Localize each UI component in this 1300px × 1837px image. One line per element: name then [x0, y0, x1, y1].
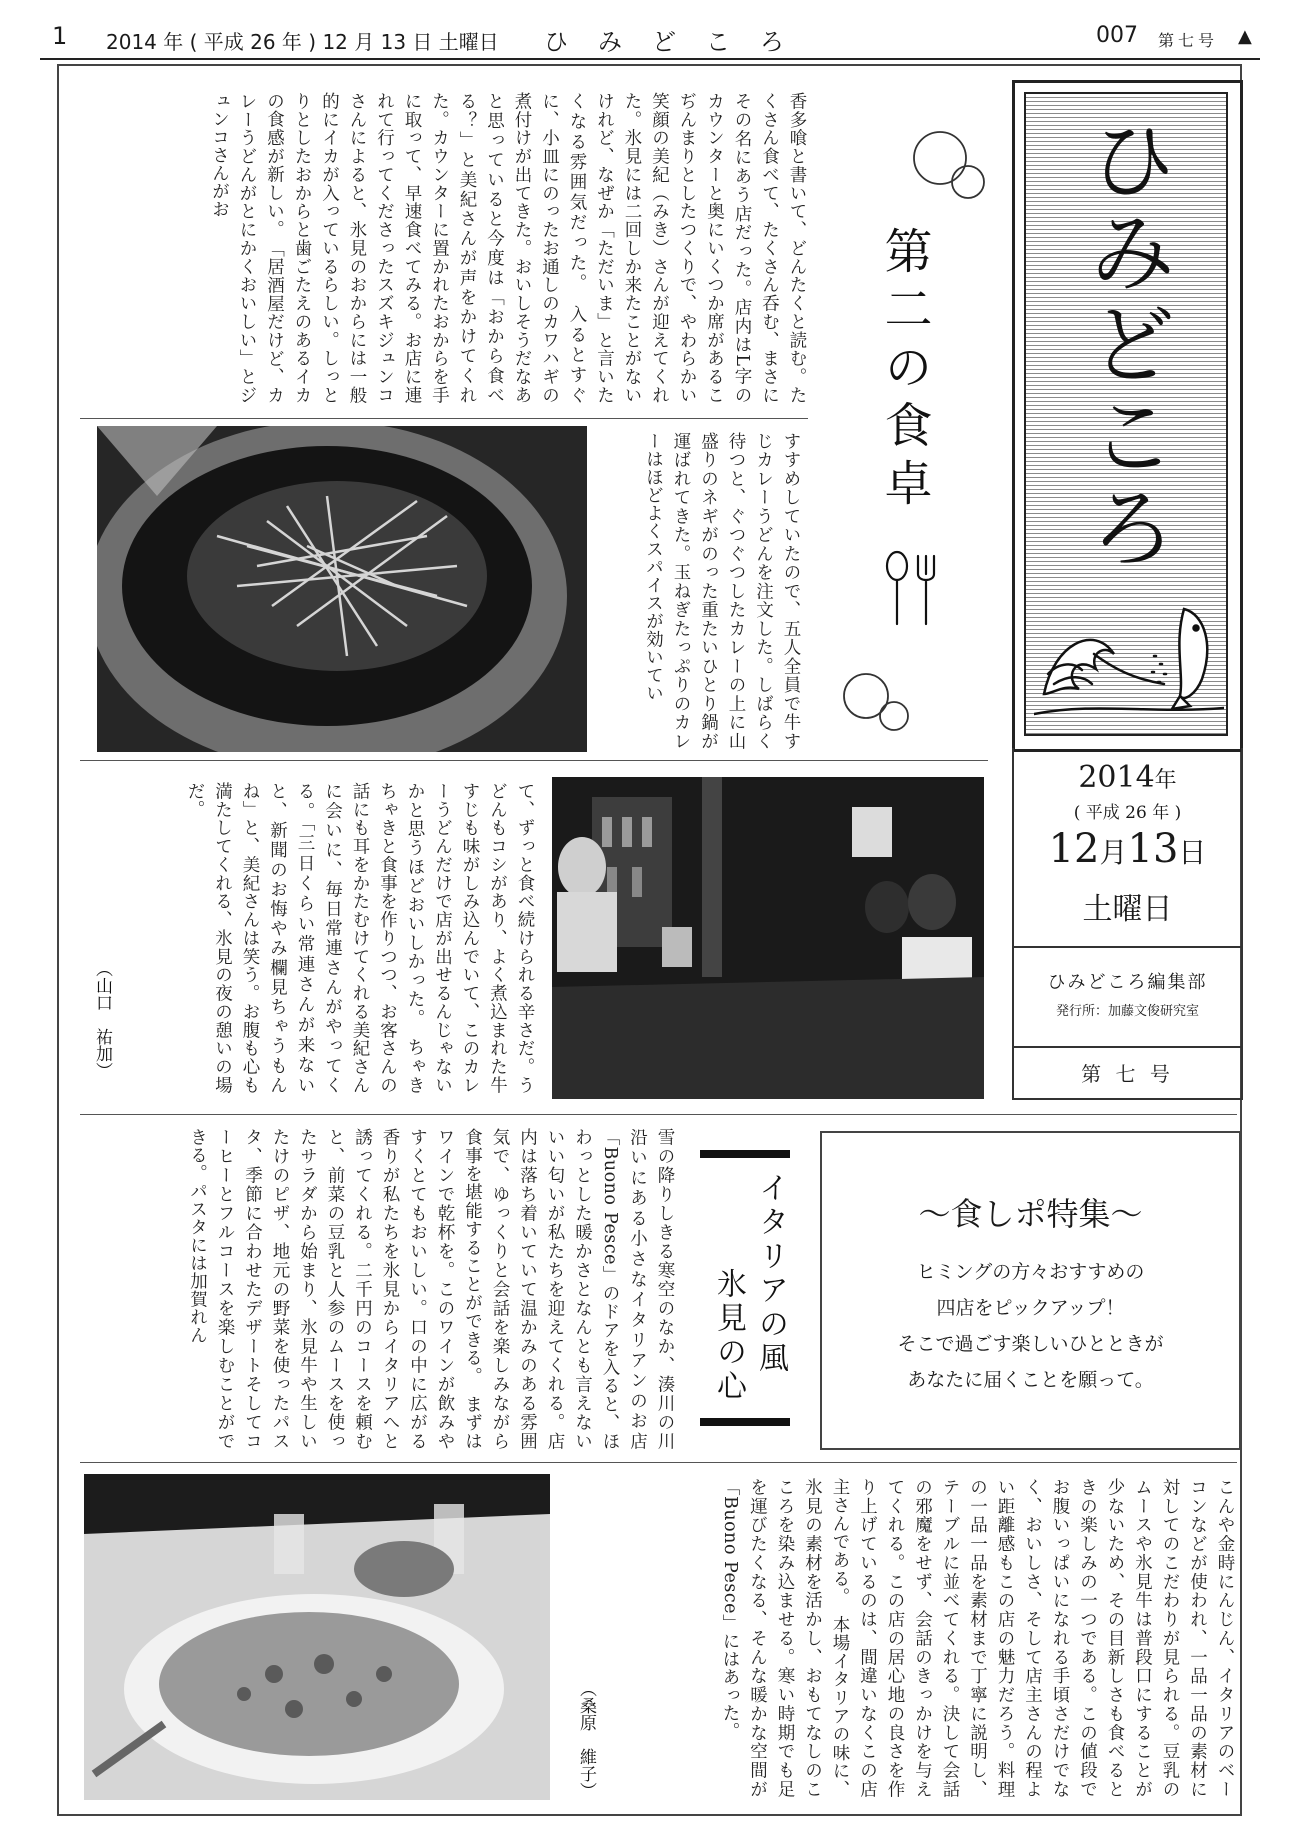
feature-line: 四店をピックアップ！: [936, 1297, 1125, 1319]
page-header: [40, 18, 1260, 60]
divider: [80, 1462, 1237, 1463]
info-era: ( 平成 26 年 ): [1073, 803, 1182, 823]
month-unit: 月: [1099, 836, 1128, 869]
triangle-marker-icon: ▲: [1238, 26, 1252, 47]
day-value: 13: [1127, 826, 1179, 872]
info-weekday: 土曜日: [1082, 892, 1173, 927]
year-unit: 年: [1154, 768, 1177, 793]
article1-title: 第二の食卓: [876, 226, 932, 516]
article1-body-low: て、ずっと食べ続けられる辛さだ。うどんもコシがあり、よく煮込まれた牛すじも味がしみ込んでいて、このカレーうどんだけで店が出せるんじゃないかと思うほどおいしかった。 ちゃきちゃきと食事を作りつつ、お客さんの話にも耳をかたむけてくれる美紀さんに会いに、毎日常連さんがやってくる。「三日くらい常連さんが来ないと、新聞のお悔やみ欄見ちゃうもんね」と、美紀さんは笑う。お腹も心も満たしてくれる、氷見の夜の憩いの場だ。: [185, 782, 535, 1094]
divider: [80, 1114, 1237, 1115]
feature-line: そこで過ごす楽しいひとときが: [897, 1333, 1164, 1355]
photo-izakaya-counter: [552, 777, 984, 1099]
photo-izakaya-counter-image: [552, 777, 984, 1099]
editor: ひみどころ編集部: [1047, 972, 1208, 993]
divider: [80, 418, 808, 419]
title-bar-bottom: [700, 1418, 790, 1426]
photo-pizza-table-image: [84, 1474, 550, 1800]
issue-number-box: 第 七 号: [1081, 1062, 1174, 1086]
article1-body-mid: すすめしていたので、五人全員で牛すじカレーうどんを注文した。しばらく待つと、ぐつぐつしたカレーの上に山盛りのネギがのった重たいひとり鍋が運ばれてきた。玉ねぎたっぷりのカレーはほどよくスパイスが効いてい: [643, 432, 801, 750]
article2-body-bottom: こんや金時にんじん、イタリアのベーコンなどが使われ、一品一品の素材に対してのこだわりが見られる。豆乳のムースや氷見牛は普段口にすることが少ないため、その目新しさも食べるときの楽しみの一つである。この値段でお腹いっぱいになれる手頃さだけでなく、おいしさ、そして店主さんの程よい距離感もこの店の魅力だろう。料理の一品一品を素材まで丁寧に説明し、テーブルに並べてくれる。決して会話の邪魔をせず、会話のきっかけを与えてくれる。この店の居心地の良さを作り上げているのは、間違いなくこの店主さんである。 本場イタリアの味に、氷見の素材を活かし、おもてなしのこころを染み込ませる。寒い時期でも足を運びたくなる、そんな暖かな空間が「Buono Pesce」にはあった。: [720, 1478, 1235, 1798]
header-date: 2014 年 ( 平成 26 年 ) 12 月 13 日 土曜日: [106, 30, 499, 54]
month-value: 12: [1048, 826, 1100, 872]
title-bar-top: [700, 1150, 790, 1158]
header-title: ひみどころ: [544, 28, 814, 56]
masthead-title: ひみどころ: [1075, 114, 1178, 574]
bubbles-icon: [838, 666, 918, 746]
article2-subtitle: 氷見の心: [711, 1268, 746, 1404]
issue-label: 第七号: [1158, 31, 1219, 50]
feature-line: あなたに届くことを願って。: [907, 1369, 1154, 1391]
year-value: 2014: [1078, 760, 1155, 795]
info-divider: [1014, 946, 1241, 948]
feature-box: [820, 1131, 1241, 1450]
issue-number: 007: [1096, 23, 1138, 48]
wave-fish-icon: [1034, 584, 1224, 724]
page-number: 1: [52, 22, 68, 50]
feature-title: 〜食しポ特集〜: [918, 1195, 1143, 1233]
info-year: [1014, 760, 1241, 795]
issue-info-box: [1012, 748, 1243, 1100]
info-date: [1014, 826, 1241, 872]
info-divider: [1014, 1046, 1241, 1048]
spoon-fork-icon: [880, 550, 950, 630]
article1-body-top: 香多喰と書いて、どんたくと読む。たくさん食べて、たくさん呑む、まさにその名にあう店だった。店内はL字のカウンターと奥にいくつか席があるこぢんまりとしたつくりで、やわらかい笑顔の美紀（みき）さんが迎えてくれた。氷見には二回しか来たことがないけれど、なぜか「ただいま」と言いたくなる雰囲気だった。 入るとすぐに、小皿にのったお通しのカワハギの煮付けが出てきた。おいしそうだなあと思っていると今度は「おから食べる？」と美紀さんが声をかけてくれた。カウンターに置かれたおからを手に取って、早速食べてみる。お店に連れて行ってくださったスズキジュンコさんによると、氷見のおからには一般的にイカが入っているらしい。しっとりとしたおからと歯ごたえのあるイカの食感が新しい。 「居酒屋だけど、カレーうどんがとにかくおいしい」とジュンコさんがお: [209, 92, 807, 404]
day-unit: 日: [1178, 836, 1207, 869]
article2-author: （桑原 維子）: [576, 1680, 596, 1799]
photo-pizza-table: [84, 1474, 550, 1800]
masthead: [1024, 92, 1228, 736]
bubbles-icon: [910, 120, 990, 210]
feature-line: ヒミングの方々おすすめの: [916, 1261, 1145, 1283]
article2-body-top: 雪の降りしきる寒空のなか、湊川の川沿いにある小さなイタリアンのお店「Buono Pesce」のドアを入ると、ほわっとした暖かさとなんとも言えないいい匂いが私たちを迎えてくれる。店内は落ち着いていて温かみのある雰囲気で、ゆっくりと会話を楽しみながら食事を堪能することができる。 まずはワインで乾杯を。このワインが飲みやすくとてもおいしい。口の中に広がる香りが私たちを氷見からイタリアへと誘ってくれる。二千円のコースを頼むと、前菜の豆乳と人参のムースを使ったサラダから始まり、氷見牛や生しいたけのピザ、地元の野菜を使ったパスタ、季節に合わせたデザートそしてコーヒーとフルコースを楽しむことができる。パスタには加賀れん: [187, 1128, 675, 1450]
divider: [80, 760, 988, 761]
publisher: 発行所：加藤文俊研究室: [1055, 1004, 1199, 1019]
article2-title: イタリアの風: [753, 1172, 788, 1376]
photo-curry-udon-pot: [97, 426, 587, 752]
article1-author: （山口 祐加）: [92, 960, 112, 1079]
photo-curry-udon-pot-image: [97, 426, 587, 752]
